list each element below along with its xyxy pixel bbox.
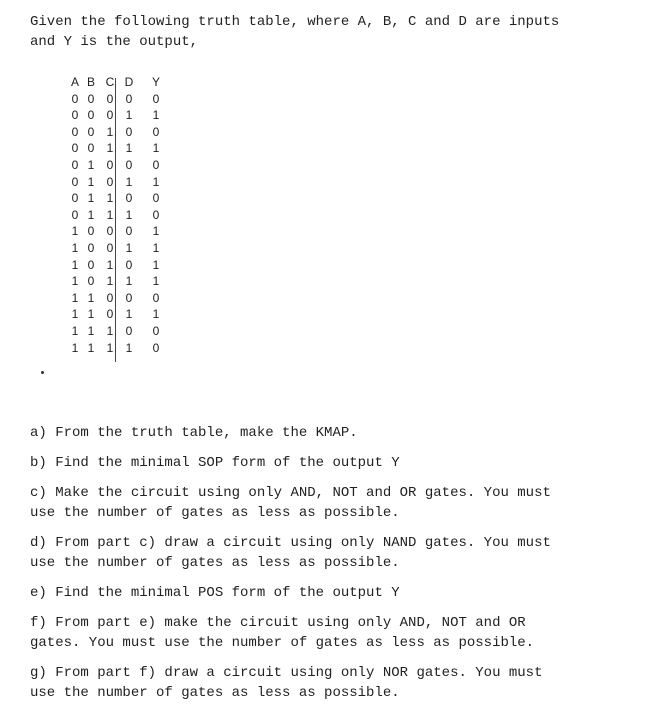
cell-d: 1 (125, 274, 133, 289)
cell-a: 0 (71, 141, 79, 156)
cell-y: 0 (152, 340, 160, 355)
problem-intro (30, 12, 630, 52)
header-d: D (124, 75, 134, 89)
question-b-text: b) Find the minimal SOP form of the output Y (30, 455, 400, 471)
cell-d: 0 (125, 157, 133, 172)
cell-a: 1 (71, 340, 79, 355)
cell-c: 1 (106, 191, 114, 206)
cell-a: 0 (71, 191, 79, 206)
question-f-line-2: gates. You must use the number of gates as less as possible. (30, 635, 535, 651)
cell-a: 1 (71, 240, 79, 255)
cell-c: 0 (106, 108, 114, 123)
cell-b: 1 (87, 290, 95, 305)
cell-b: 0 (87, 141, 95, 156)
question-a (30, 423, 630, 443)
cell-y: 1 (152, 141, 160, 156)
cell-y: 0 (152, 323, 160, 338)
cell-d: 0 (125, 191, 133, 206)
question-a-text: a) From the truth table, make the KMAP. (30, 425, 358, 441)
cell-a: 1 (71, 257, 79, 272)
intro-line-2: and Y is the output, (30, 34, 199, 50)
cell-y: 0 (152, 207, 160, 222)
question-d-line-1: d) From part c) draw a circuit using only NAND gates. You must (30, 535, 551, 551)
cell-b: 0 (87, 108, 95, 123)
cell-d: 1 (125, 174, 133, 189)
cell-c: 0 (106, 307, 114, 322)
cell-y: 1 (152, 174, 160, 189)
question-g (30, 663, 630, 703)
cell-a: 0 (71, 108, 79, 123)
cell-b: 0 (87, 124, 95, 139)
cell-c: 0 (106, 91, 114, 106)
question-g-line-1: g) From part f) draw a circuit using only NOR gates. You must (30, 665, 543, 681)
cell-b: 1 (87, 174, 95, 189)
question-f (30, 613, 630, 653)
cell-d: 1 (125, 340, 133, 355)
question-e (30, 583, 630, 603)
cell-d: 0 (125, 91, 133, 106)
output-column-divider (115, 78, 116, 362)
cell-d: 1 (125, 207, 133, 222)
cell-y: 1 (152, 108, 160, 123)
cell-a: 0 (71, 157, 79, 172)
stray-dot (41, 371, 44, 374)
cell-c: 1 (106, 124, 114, 139)
cell-c: 0 (106, 174, 114, 189)
cell-d: 1 (125, 141, 133, 156)
cell-c: 1 (106, 257, 114, 272)
questions-list (30, 423, 630, 713)
cell-d: 1 (125, 108, 133, 123)
cell-c: 1 (106, 141, 114, 156)
question-e-text: e) Find the minimal POS form of the output Y (30, 585, 400, 601)
cell-b: 0 (87, 274, 95, 289)
cell-c: 1 (106, 274, 114, 289)
cell-a: 0 (71, 174, 79, 189)
cell-b: 1 (87, 340, 95, 355)
cell-y: 1 (152, 257, 160, 272)
cell-a: 1 (71, 274, 79, 289)
cell-y: 0 (152, 191, 160, 206)
cell-c: 0 (106, 290, 114, 305)
cell-b: 0 (87, 257, 95, 272)
header-a: A (70, 75, 79, 89)
cell-y: 0 (152, 290, 160, 305)
cell-b: 1 (87, 191, 95, 206)
cell-d: 0 (125, 323, 133, 338)
cell-b: 1 (87, 157, 95, 172)
cell-y: 0 (152, 157, 160, 172)
cell-c: 1 (106, 207, 114, 222)
cell-b: 1 (87, 207, 95, 222)
cell-c: 0 (106, 240, 114, 255)
cell-c: 1 (106, 323, 114, 338)
cell-y: 1 (152, 240, 160, 255)
cell-a: 1 (71, 224, 79, 239)
question-c-line-2: use the number of gates as less as possible. (30, 505, 400, 521)
cell-a: 0 (71, 207, 79, 222)
cell-a: 1 (71, 323, 79, 338)
cell-a: 1 (71, 307, 79, 322)
cell-d: 1 (125, 307, 133, 322)
cell-a: 1 (71, 290, 79, 305)
cell-b: 1 (87, 307, 95, 322)
cell-d: 0 (125, 224, 133, 239)
cell-y: 0 (152, 91, 160, 106)
cell-y: 0 (152, 124, 160, 139)
intro-line-1: Given the following truth table, where A, B, C and D are inputs (30, 14, 560, 30)
cell-b: 0 (87, 224, 95, 239)
cell-y: 1 (152, 224, 160, 239)
cell-c: 0 (106, 224, 114, 239)
question-f-line-1: f) From part e) make the circuit using only AND, NOT and OR (30, 615, 526, 631)
cell-a: 0 (71, 124, 79, 139)
cell-b: 0 (87, 91, 95, 106)
header-y: Y (151, 75, 160, 89)
cell-a: 0 (71, 91, 79, 106)
cell-y: 1 (152, 307, 160, 322)
question-c-line-1: c) Make the circuit using only AND, NOT and OR gates. You must (30, 485, 551, 501)
cell-d: 1 (125, 240, 133, 255)
cell-b: 1 (87, 323, 95, 338)
question-g-line-2: use the number of gates as less as possible. (30, 685, 400, 701)
question-c (30, 483, 630, 523)
cell-c: 0 (106, 157, 114, 172)
question-d-line-2: use the number of gates as less as possible. (30, 555, 400, 571)
question-d (30, 533, 630, 573)
question-b (30, 453, 630, 473)
cell-d: 0 (125, 290, 133, 305)
cell-b: 0 (87, 240, 95, 255)
header-c: C (105, 75, 115, 89)
cell-d: 0 (125, 257, 133, 272)
cell-c: 1 (106, 340, 114, 355)
cell-y: 1 (152, 274, 160, 289)
header-b: B (86, 75, 95, 89)
cell-d: 0 (125, 124, 133, 139)
